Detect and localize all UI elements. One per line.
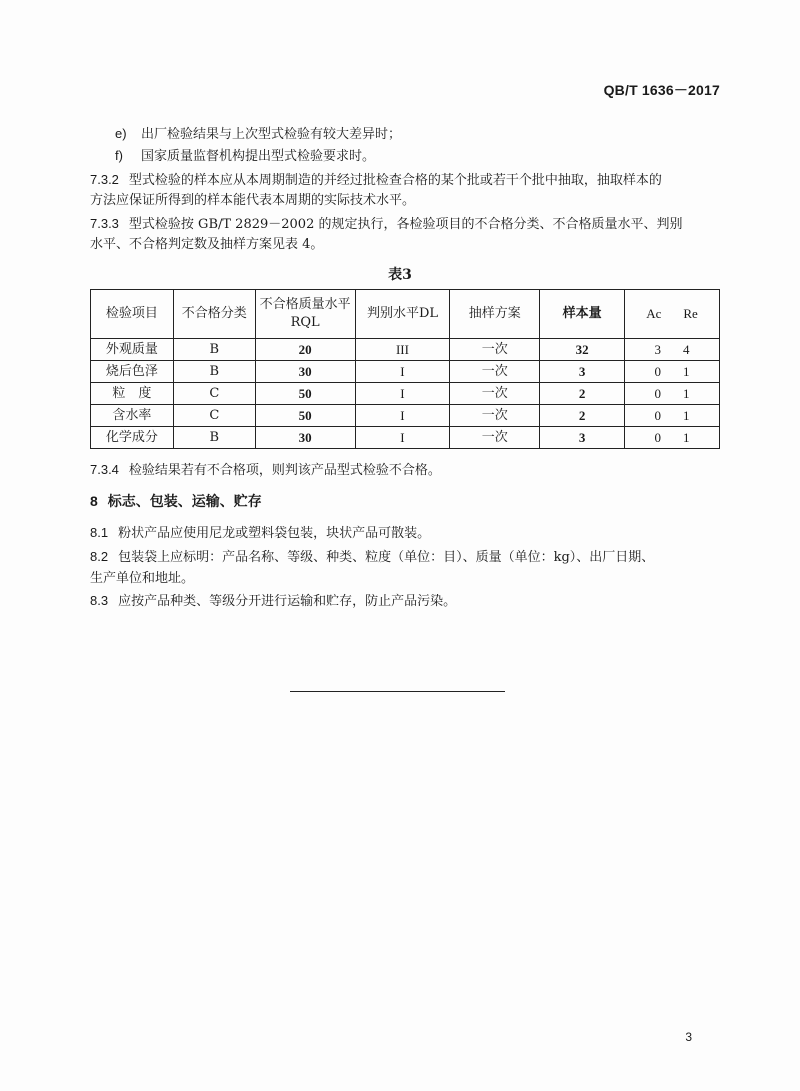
cell-re: 1 bbox=[683, 364, 690, 379]
clause-number: 7.3.3 bbox=[90, 216, 119, 231]
inspection-table bbox=[90, 289, 720, 449]
cell-item: 烧后色泽 bbox=[91, 361, 174, 383]
standard-code: QB/T 1636－2017 bbox=[603, 82, 720, 98]
cell-re: 1 bbox=[683, 386, 690, 401]
clause-number: 8.2 bbox=[90, 549, 109, 564]
list-item-text: 国家质量监督机构提出型式检验要求时。 bbox=[141, 149, 376, 164]
page-number: 3 bbox=[685, 1030, 692, 1044]
cell-size: 2 bbox=[540, 383, 625, 405]
cell-item: 化学成分 bbox=[91, 427, 174, 449]
header-item: 检验项目 bbox=[91, 290, 174, 339]
cell-ac: 0 bbox=[654, 408, 662, 423]
cell-re: 1 bbox=[683, 430, 690, 445]
clause-text: 型式检验的样本应从本周期制造的并经过批检查合格的某个批或若干个批中抽取，抽取样本的 bbox=[128, 173, 662, 188]
cell-category: B bbox=[173, 427, 255, 449]
clause-7-3-2-line1 bbox=[90, 170, 720, 191]
cell-ac: 3 bbox=[654, 342, 662, 357]
clause-8-3 bbox=[90, 591, 720, 612]
clause-text: 检验结果若有不合格项，则判该产品型式检验不合格。 bbox=[128, 463, 441, 478]
table-row bbox=[91, 427, 720, 449]
cell-item: 含水率 bbox=[91, 405, 174, 427]
cell-rql: 50 bbox=[255, 405, 355, 427]
list-marker: f) bbox=[115, 148, 123, 163]
cell-plan: 一次 bbox=[450, 339, 540, 361]
clause-text: 粉状产品应使用尼龙或塑料袋包装，块状产品可散装。 bbox=[118, 526, 431, 541]
header-sample-size: 样本量 bbox=[540, 290, 625, 339]
section-number: 8 bbox=[90, 493, 98, 509]
list-marker: e) bbox=[115, 126, 127, 141]
cell-dl: I bbox=[355, 361, 450, 383]
cell-size: 32 bbox=[540, 339, 625, 361]
table-title: 表3 bbox=[388, 267, 412, 283]
list-item-e bbox=[115, 124, 745, 145]
cell-ac: 0 bbox=[654, 364, 662, 379]
cell-category: B bbox=[173, 361, 255, 383]
clause-text: 包装袋上应标明：产品名称、等级、种类、粒度（单位：目）、质量（单位：kg）、出厂日期、 bbox=[118, 550, 655, 565]
cell-re: 1 bbox=[683, 408, 690, 423]
cell-plan: 一次 bbox=[450, 361, 540, 383]
header-ac-re bbox=[625, 290, 720, 339]
cell-ac-re bbox=[625, 339, 720, 361]
clause-number: 8.1 bbox=[90, 525, 109, 540]
header-rql-line2: RQL bbox=[290, 315, 320, 330]
cell-dl: I bbox=[355, 383, 450, 405]
clause-7-3-3-line1 bbox=[90, 214, 720, 235]
cell-ac-re bbox=[625, 361, 720, 383]
cell-ac-re bbox=[625, 383, 720, 405]
cell-category: C bbox=[173, 383, 255, 405]
cell-ac-re bbox=[625, 405, 720, 427]
section-8-heading bbox=[90, 491, 720, 512]
clause-7-3-2-line2: 方法应保证所得到的样本能代表本周期的实际技术水平。 bbox=[90, 193, 416, 208]
cell-item: 粒 度 bbox=[91, 383, 174, 405]
cell-category: B bbox=[173, 339, 255, 361]
clause-7-3-4 bbox=[90, 460, 720, 481]
table-row bbox=[91, 361, 720, 383]
clause-8-2-line1 bbox=[90, 547, 720, 568]
cell-plan: 一次 bbox=[450, 427, 540, 449]
cell-size: 2 bbox=[540, 405, 625, 427]
header-rql-line1: 不合格质量水平 bbox=[259, 297, 351, 312]
cell-dl: I bbox=[355, 405, 450, 427]
end-rule bbox=[290, 691, 505, 692]
table-row bbox=[91, 339, 720, 361]
table-header-row bbox=[91, 290, 720, 339]
clause-8-2-line2: 生产单位和地址。 bbox=[90, 571, 195, 586]
table-row bbox=[91, 405, 720, 427]
cell-rql: 50 bbox=[255, 383, 355, 405]
list-item-f bbox=[115, 146, 745, 167]
header-category: 不合格分类 bbox=[173, 290, 255, 339]
header-ac: Ac bbox=[646, 306, 662, 321]
cell-plan: 一次 bbox=[450, 383, 540, 405]
cell-plan: 一次 bbox=[450, 405, 540, 427]
clause-number: 8.3 bbox=[90, 593, 109, 608]
cell-re: 4 bbox=[683, 342, 690, 357]
header-rql bbox=[255, 290, 355, 339]
header-re: Re bbox=[683, 306, 698, 321]
cell-ac-re bbox=[625, 427, 720, 449]
clause-number: 7.3.2 bbox=[90, 172, 119, 187]
cell-rql: 20 bbox=[255, 339, 355, 361]
header-dl: 判别水平DL bbox=[355, 290, 450, 339]
cell-ac: 0 bbox=[654, 386, 662, 401]
cell-rql: 30 bbox=[255, 427, 355, 449]
table-row bbox=[91, 383, 720, 405]
clause-text: 应按产品种类、等级分开进行运输和贮存，防止产品污染。 bbox=[118, 594, 457, 609]
clause-8-1 bbox=[90, 523, 720, 544]
header-plan: 抽样方案 bbox=[450, 290, 540, 339]
clause-number: 7.3.4 bbox=[90, 462, 119, 477]
clause-7-3-3-line2: 水平、不合格判定数及抽样方案见表 4。 bbox=[90, 237, 324, 252]
cell-category: C bbox=[173, 405, 255, 427]
cell-dl: III bbox=[355, 339, 450, 361]
cell-size: 3 bbox=[540, 361, 625, 383]
cell-ac: 0 bbox=[654, 430, 662, 445]
cell-rql: 30 bbox=[255, 361, 355, 383]
cell-dl: I bbox=[355, 427, 450, 449]
section-title: 标志、包装、运输、贮存 bbox=[107, 494, 262, 510]
list-item-text: 出厂检验结果与上次型式检验有较大差异时； bbox=[141, 127, 402, 142]
cell-item: 外观质量 bbox=[91, 339, 174, 361]
clause-text: 型式检验按 GB/T 2829－2002 的规定执行，各检验项目的不合格分类、不合格质量水平、判别 bbox=[128, 217, 683, 232]
cell-size: 3 bbox=[540, 427, 625, 449]
